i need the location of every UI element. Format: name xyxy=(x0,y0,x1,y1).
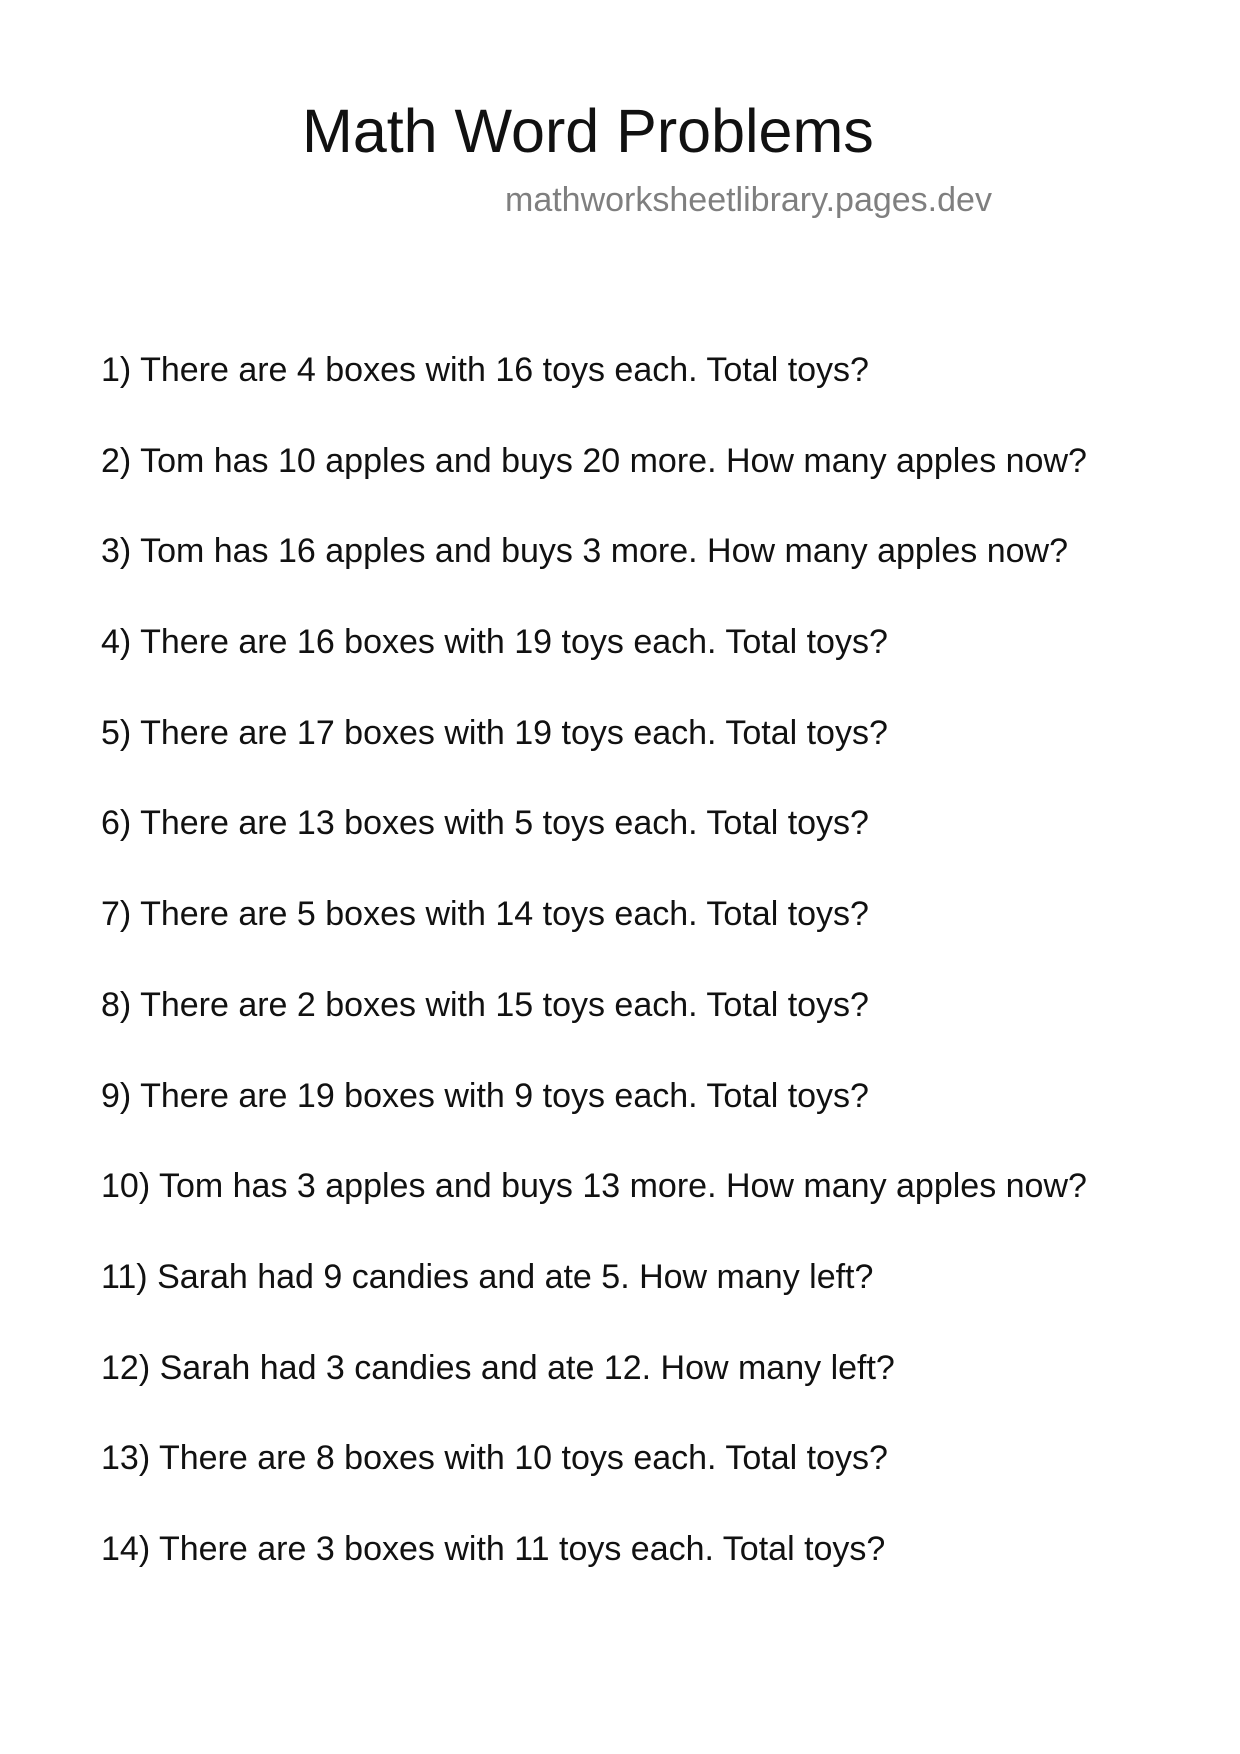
problem-item: 7) There are 5 boxes with 14 toys each. Total toys? xyxy=(101,895,869,934)
problem-item: 3) Tom has 16 apples and buys 3 more. How many apples now? xyxy=(101,532,1069,571)
page-title: Math Word Problems xyxy=(302,97,874,165)
problem-item: 5) There are 17 boxes with 19 toys each. Total toys? xyxy=(101,713,888,752)
problem-item: 11) Sarah had 9 candies and ate 5. How many left? xyxy=(101,1257,874,1296)
problem-item: 2) Tom has 10 apples and buys 20 more. How many apples now? xyxy=(101,441,1087,480)
source-url: mathworksheetlibrary.pages.dev xyxy=(505,181,992,219)
problem-item: 13) There are 8 boxes with 10 toys each. Total toys? xyxy=(101,1439,888,1478)
problem-item: 12) Sarah had 3 candies and ate 12. How many left? xyxy=(101,1348,895,1387)
problem-list xyxy=(101,348,1087,1618)
problem-item: 6) There are 13 boxes with 5 toys each. Total toys? xyxy=(101,804,869,843)
problem-item: 4) There are 16 boxes with 19 toys each. Total toys? xyxy=(101,623,888,662)
problem-item: 8) There are 2 boxes with 15 toys each. Total toys? xyxy=(101,985,869,1024)
problem-item: 9) There are 19 boxes with 9 toys each. Total toys? xyxy=(101,1076,869,1115)
problem-item: 14) There are 3 boxes with 11 toys each. Total toys? xyxy=(101,1529,886,1568)
problem-item: 1) There are 4 boxes with 16 toys each. Total toys? xyxy=(101,351,869,389)
problem-item: 10) Tom has 3 apples and buys 13 more. How many apples now? xyxy=(101,1167,1087,1206)
